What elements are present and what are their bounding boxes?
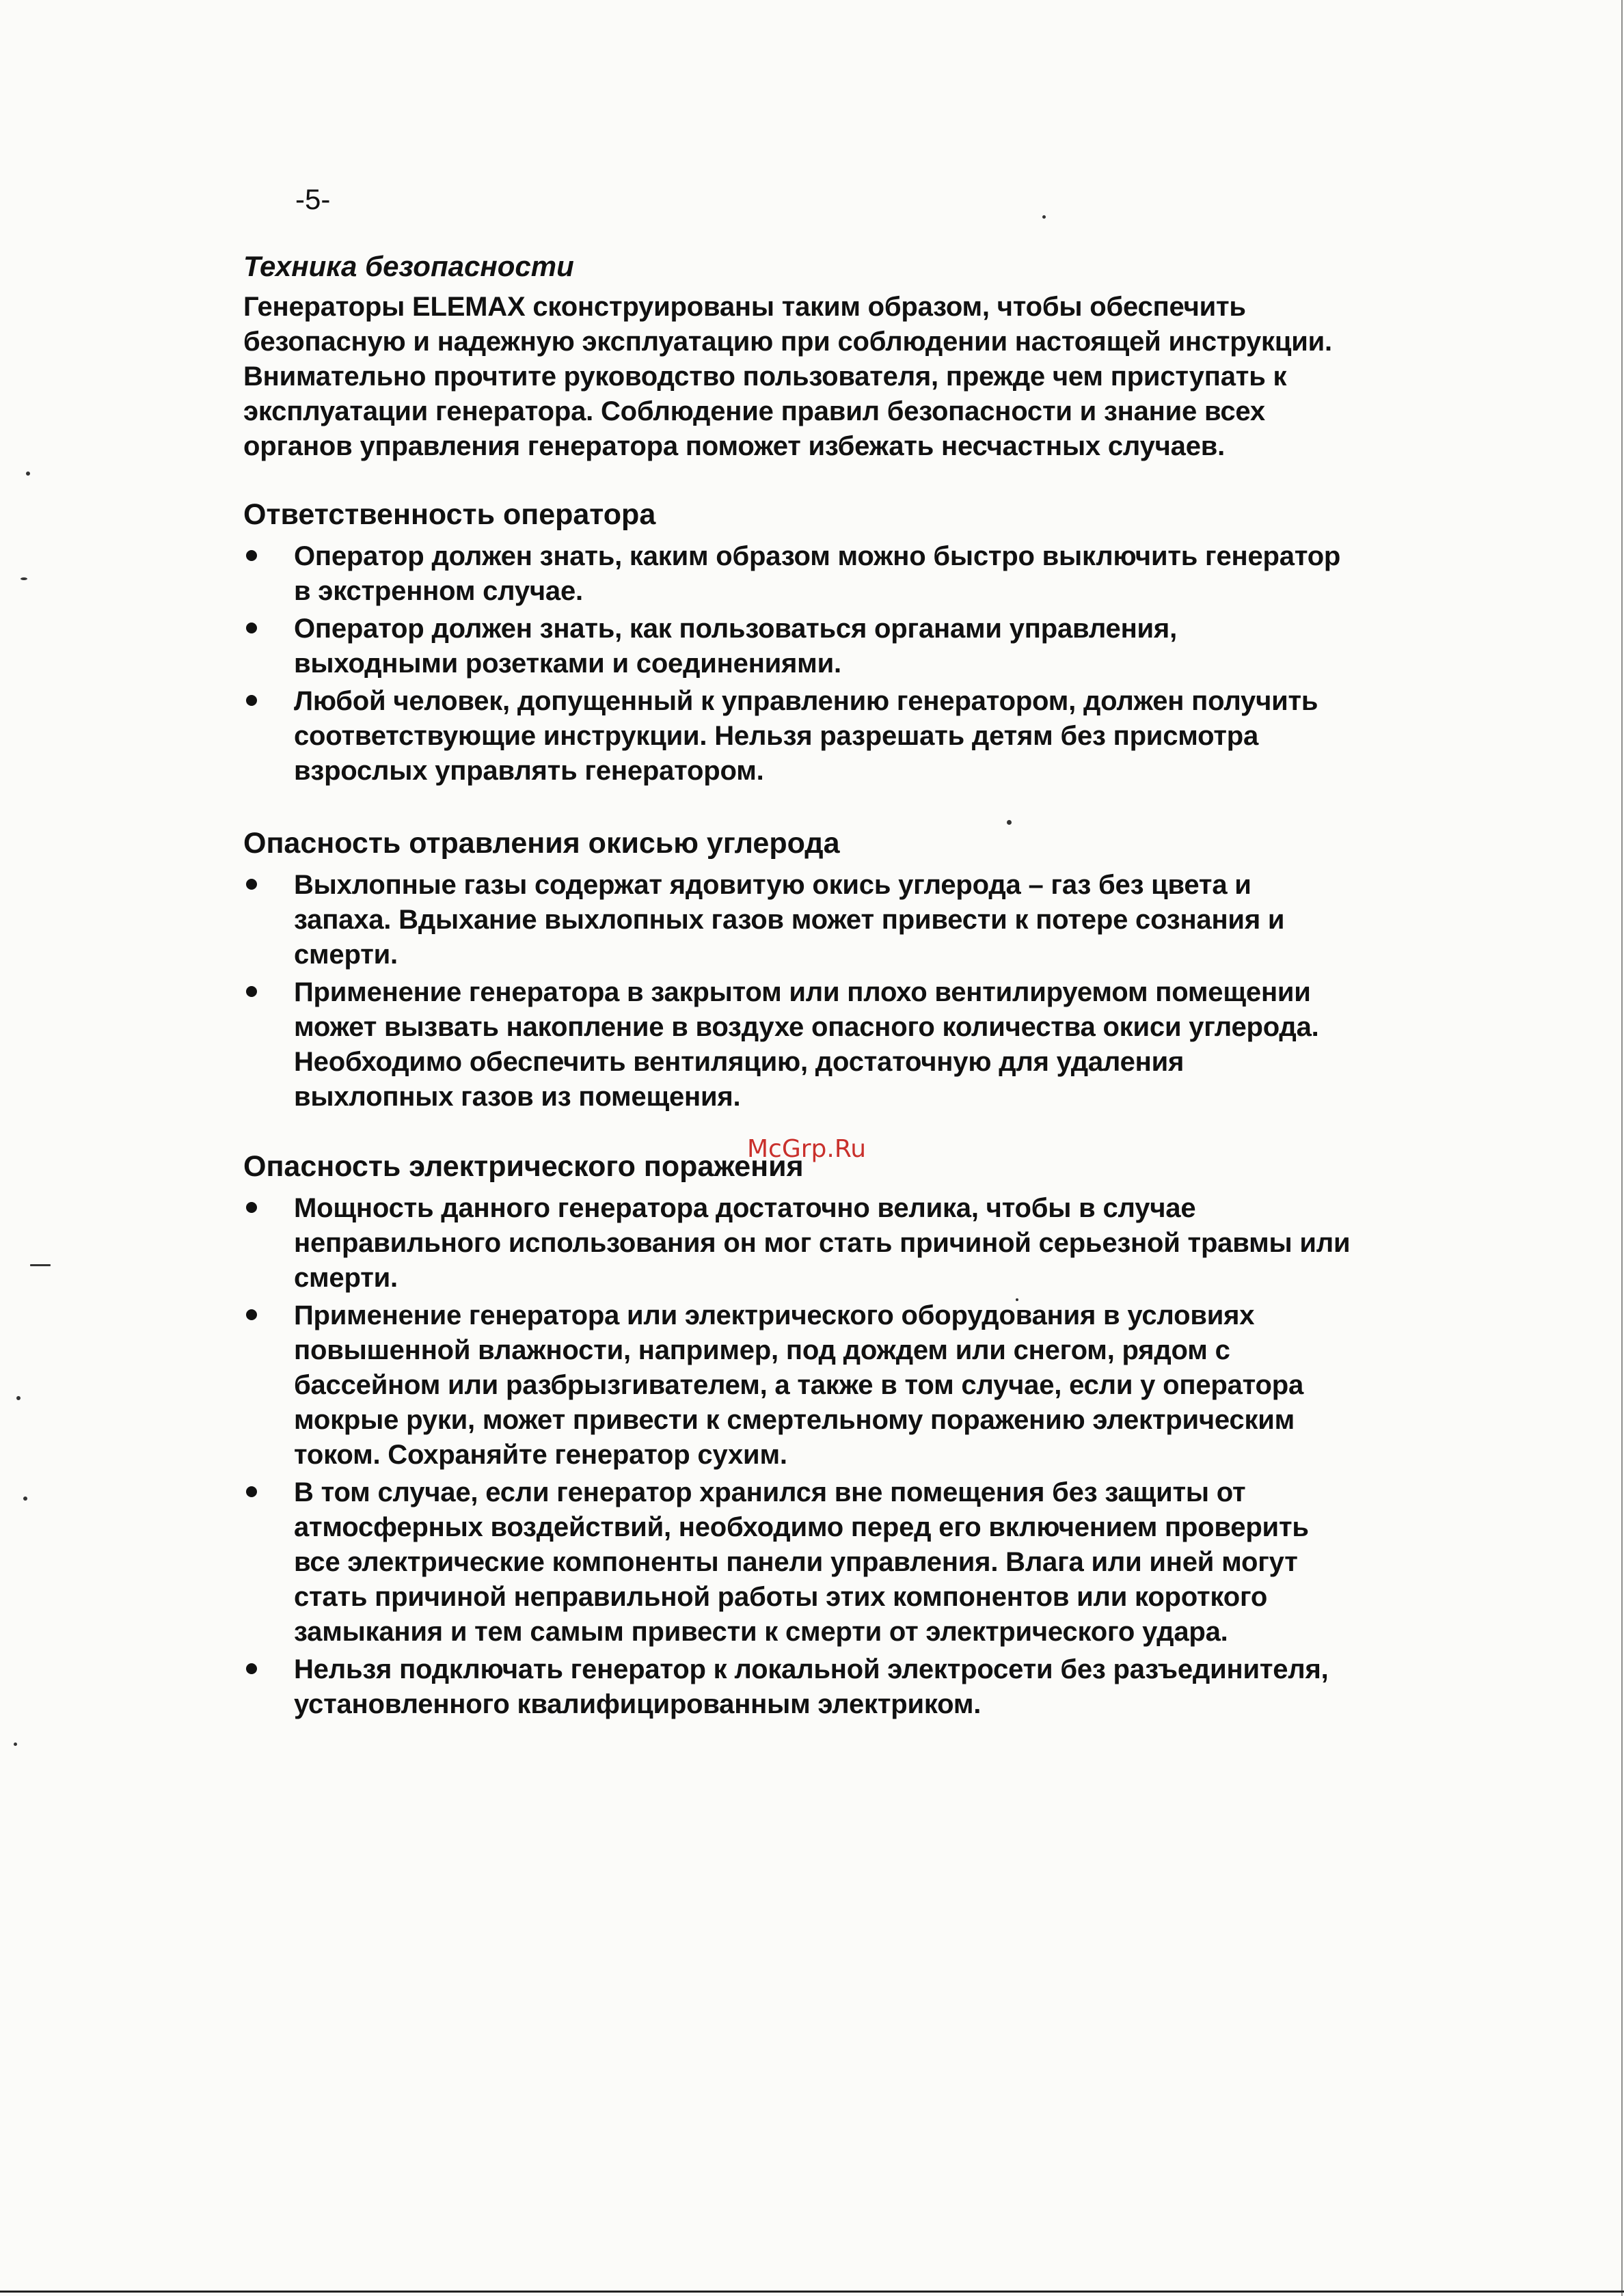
watermark-link[interactable]: McGrp.Ru xyxy=(747,1135,867,1163)
bullet-icon xyxy=(246,879,257,890)
list-item-line: взрослых управлять генератором. xyxy=(294,756,764,786)
scan-speck xyxy=(23,1496,27,1501)
list-item-line: соответствующие инструкции. Нельзя разрешать детям без присмотра xyxy=(294,721,1259,751)
scan-speck xyxy=(16,1396,21,1400)
list-item-line: неправильного использования он мог стать причиной серьезной травмы или xyxy=(294,1228,1351,1258)
bullet-list xyxy=(243,539,1419,789)
scan-speck xyxy=(1042,215,1046,219)
list-item-line: Применение генератора в закрытом или плохо вентилируемом помещении xyxy=(294,977,1311,1007)
list-item-line: Любой человек, допущенный к управлению генератором, должен получить xyxy=(294,686,1318,716)
list-item-line: запаха. Вдыхание выхлопных газов может привести к потере сознания и xyxy=(294,905,1285,935)
list-item xyxy=(243,868,1419,972)
list-item xyxy=(243,1191,1419,1296)
intro-line: безопасную и надежную эксплуатацию при соблюдении настоящей инструкции. xyxy=(243,327,1332,357)
list-item-line: смерти. xyxy=(294,940,398,970)
list-item-line: установленного квалифицированным электриком. xyxy=(294,1689,982,1719)
list-item-line: замыкания и тем самым привести к смерти от электрического удара. xyxy=(294,1617,1228,1647)
list-item-line: повышенной влажности, например, под дождем или снегом, рядом с xyxy=(294,1335,1230,1365)
list-item xyxy=(243,684,1419,789)
section-title: Ответственность оператора xyxy=(243,498,656,531)
intro-section xyxy=(243,249,1419,464)
intro-line: эксплуатации генератора. Соблюдение правил безопасности и знание всех xyxy=(243,396,1265,426)
bullet-icon xyxy=(246,1202,257,1213)
bullet-icon xyxy=(246,986,257,997)
section-title: Опасность отравления окисью углерода xyxy=(243,827,840,860)
scan-speck xyxy=(26,472,30,476)
list-item-line: смерти. xyxy=(294,1263,398,1293)
list-item xyxy=(243,975,1419,1115)
scan-speck xyxy=(30,1264,51,1266)
list-item-line: бассейном или разбрызгивателем, а также в том случае, если у оператора xyxy=(294,1370,1304,1400)
bullet-icon xyxy=(246,623,257,633)
document-content xyxy=(243,249,1419,1725)
bullet-list xyxy=(243,868,1419,1115)
list-item-line: выходными розетками и соединениями. xyxy=(294,648,841,679)
list-item-line: может вызвать накопление в воздухе опасного количества окиси углерода. xyxy=(294,1012,1319,1042)
list-item-line: в экстренном случае. xyxy=(294,576,583,606)
scan-speck xyxy=(14,1742,17,1746)
intro-line: органов управления генератора поможет избежать несчастных случаев. xyxy=(243,431,1226,461)
list-item-line: выхлопных газов из помещения. xyxy=(294,1082,741,1112)
bullet-icon xyxy=(246,1309,257,1320)
section-title: Опасность электрического поражения xyxy=(243,1150,804,1183)
list-item-line: Нельзя подключать генератор к локальной электросети без разъединителя, xyxy=(294,1654,1329,1684)
intro-line: Внимательно прочтите руководство пользователя, прежде чем приступать к xyxy=(243,361,1287,392)
section-title-safety: Техника безопасности xyxy=(243,250,574,282)
list-item-line: все электрические компоненты панели управления. Влага или иней могут xyxy=(294,1547,1298,1577)
list-item-line: атмосферных воздействий, необходимо перед его включением проверить xyxy=(294,1512,1309,1542)
bullet-icon xyxy=(246,695,257,706)
section-carbon-monoxide xyxy=(243,825,1419,1115)
list-item-line: В том случае, если генератор хранился вне помещения без защиты от xyxy=(294,1477,1246,1507)
scan-speck xyxy=(21,577,27,580)
list-item-line: Необходимо обеспечить вентиляцию, достаточную для удаления xyxy=(294,1047,1185,1077)
bullet-list xyxy=(243,1191,1419,1722)
list-item xyxy=(243,1652,1419,1722)
list-item-line: Применение генератора или электрического оборудования в условиях xyxy=(294,1300,1255,1330)
section-electric-shock xyxy=(243,1149,1419,1722)
scan-edge-right xyxy=(1621,0,1623,2296)
list-item xyxy=(243,612,1419,681)
list-item xyxy=(243,1298,1419,1473)
section-operator-responsibility xyxy=(243,497,1419,789)
page-number: -5- xyxy=(295,183,331,215)
list-item-line: Выхлопные газы содержат ядовитую окись углерода – газ без цвета и xyxy=(294,870,1251,900)
list-item-line: Мощность данного генератора достаточно велика, чтобы в случае xyxy=(294,1193,1196,1223)
list-item xyxy=(243,539,1419,609)
scan-edge-bottom xyxy=(0,2291,1624,2293)
bullet-icon xyxy=(246,1486,257,1497)
bullet-icon xyxy=(246,1663,257,1674)
list-item-line: Оператор должен знать, каким образом можно быстро выключить генератор xyxy=(294,541,1341,571)
list-item xyxy=(243,1475,1419,1650)
list-item-line: стать причиной неправильной работы этих компонентов или короткого xyxy=(294,1582,1268,1612)
intro-line: Генераторы ELEMAX сконструированы таким образом, чтобы обеспечить xyxy=(243,292,1246,322)
list-item-line: Оператор должен знать, как пользоваться органами управления, xyxy=(294,614,1177,644)
list-item-line: мокрые руки, может привести к смертельному поражению электрическим xyxy=(294,1405,1295,1435)
list-item-line: током. Сохраняйте генератор сухим. xyxy=(294,1440,787,1470)
bullet-icon xyxy=(246,550,257,561)
